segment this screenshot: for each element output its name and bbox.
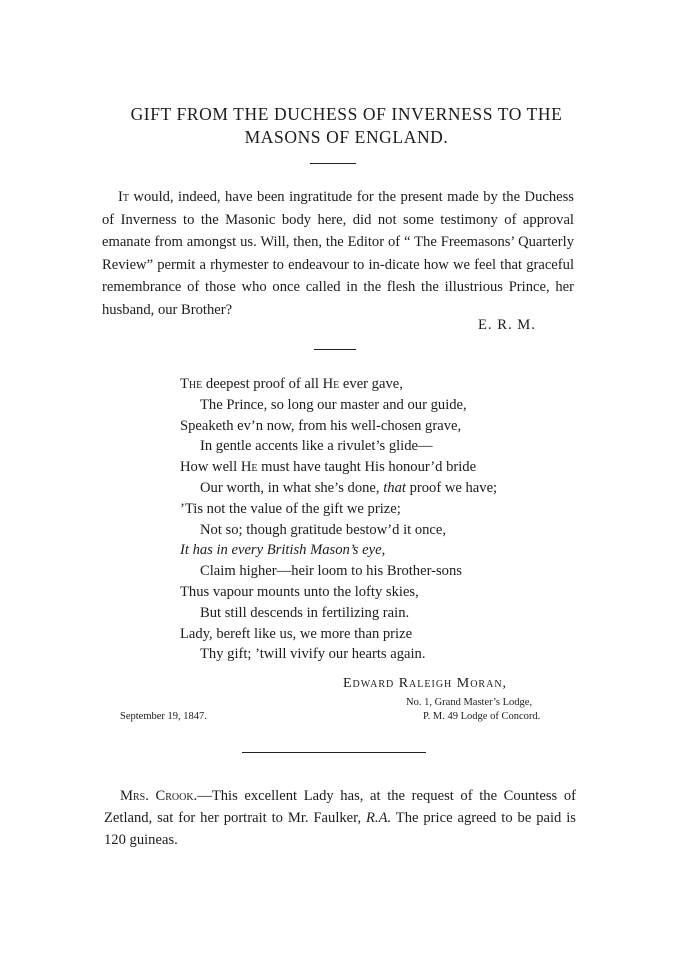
poem-text: must have taught His honour’d bride bbox=[257, 459, 477, 476]
poem-line: Claim higher—heir loom to his Brother-sons bbox=[200, 563, 462, 580]
poem-text: ever gave, bbox=[339, 376, 403, 392]
poem-line: ’Tis not the value of the gift we prize; bbox=[180, 500, 401, 517]
intro-initials: E. R. M. bbox=[478, 317, 536, 333]
poem-line: Thus vapour mounts unto the lofty skies, bbox=[180, 583, 419, 600]
article-title-line-1: GIFT FROM THE DUCHESS OF INVERNESS TO THE bbox=[130, 104, 563, 124]
poem-text: Our worth, in what she’s done, bbox=[200, 479, 384, 496]
poem-lead-word: The bbox=[180, 376, 203, 392]
poem-line: Not so; though gratitude bestow’d it once, bbox=[200, 521, 447, 538]
notice-text: —This excellent Lady has, at the request of the Countess of Zetland, sat for her portrait to Mr. Faulker, bbox=[104, 788, 576, 826]
poem-text: deepest proof of all bbox=[202, 376, 323, 392]
poem-line bbox=[180, 374, 560, 395]
article-title-line-2: MASONS OF ENGLAND. bbox=[244, 127, 449, 147]
poem-line: But still descends in fertilizing rain. bbox=[200, 604, 410, 621]
author-lodge-line-1: No. 1, Grand Master’s Lodge, bbox=[406, 697, 533, 708]
poem-line: The Prince, so long our master and our guide, bbox=[200, 396, 467, 413]
poem-line: Thy gift; ’twill vivify our hearts again. bbox=[200, 646, 426, 663]
intro-text: would, indeed, have been ingratitude for the present made by the Duchess of Inverness to the Masonic body here, did not some testimony of approval emanate from amongst us. Will, then, the Editor of “ The Freemasons’ Quarterly Review” permit a rhymester to endeavour to in-dicate how we feel that graceful remembrance of those who once called in the flesh the illustrious Prince, her husband, our Brother? bbox=[102, 189, 574, 318]
poem-line: Speaketh ev’n now, from his well-chosen grave, bbox=[180, 417, 462, 434]
section-divider bbox=[314, 349, 356, 350]
poem-text: He bbox=[322, 376, 340, 392]
poem-line bbox=[180, 457, 560, 478]
intro-paragraph bbox=[102, 186, 574, 322]
notice-lead: Mrs. Crook. bbox=[120, 788, 198, 804]
poem-text: proof we have; bbox=[405, 479, 498, 496]
poem-date: September 19, 1847. bbox=[120, 711, 207, 722]
article-divider bbox=[242, 752, 426, 753]
title-divider bbox=[310, 163, 356, 164]
author-lodge-line-2: P. M. 49 Lodge of Concord. bbox=[423, 711, 541, 722]
poem bbox=[180, 374, 560, 665]
author-name: Edward Raleigh Moran, bbox=[343, 676, 508, 691]
poem-line bbox=[180, 478, 560, 499]
poem-text: How well bbox=[180, 459, 241, 476]
notice-text: The price agreed to be paid is 120 guineas. bbox=[104, 810, 576, 848]
intro-lead-word: It bbox=[118, 189, 129, 205]
notice-paragraph bbox=[104, 785, 576, 851]
poem-text: He bbox=[240, 459, 258, 476]
poem-line: In gentle accents like a rivulet’s glide— bbox=[200, 438, 433, 455]
poem-emphasis: that bbox=[383, 479, 406, 496]
poem-line: Lady, bereft like us, we more than prize bbox=[180, 625, 413, 642]
notice-ra: R.A. bbox=[366, 810, 392, 826]
poem-line: It has in every British Mason’s eye, bbox=[180, 542, 386, 559]
